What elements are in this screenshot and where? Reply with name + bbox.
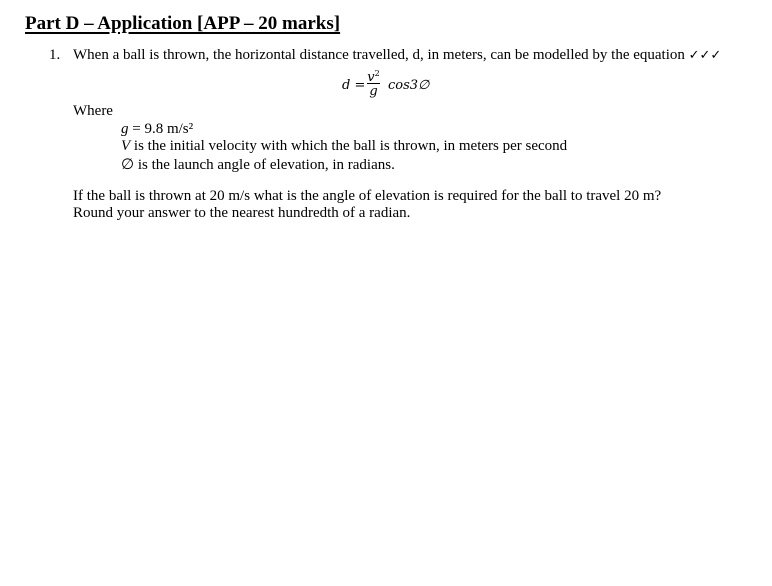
- question-intro: [73, 47, 721, 64]
- numerator-exponent: 2: [374, 69, 380, 78]
- definition-g: [121, 121, 193, 138]
- definition-text: = 9.8 m/s²: [128, 121, 194, 137]
- equation-rhs: cos3∅: [388, 78, 430, 93]
- numerator-base: v: [367, 70, 375, 85]
- equation-lhs: d =: [342, 78, 366, 93]
- definition-text: is the initial velocity with which the ball is thrown, in meters per second: [133, 138, 568, 154]
- marks-ticks: ✓✓✓: [688, 47, 722, 62]
- definition-angle: [121, 155, 395, 174]
- section-heading: Part D – Application [APP – 20 marks]: [25, 13, 341, 34]
- definition-text: is the launch angle of elevation, in radians.: [134, 157, 395, 173]
- definition-symbol: ∅: [121, 157, 135, 173]
- definition-symbol: g: [121, 121, 129, 137]
- prompt-line-1: If the ball is thrown at 20 m/s what is the angle of elevation is required for the ball to travel 20 m?: [73, 188, 662, 204]
- equation-denominator: g: [369, 84, 378, 99]
- where-label: Where: [73, 103, 113, 119]
- prompt-line-2: Round your answer to the nearest hundredth of a radian.: [73, 205, 411, 221]
- question-intro-text: When a ball is thrown, the horizontal distance travelled, d, in meters, can be modelled by the equation: [73, 47, 685, 63]
- question-number: 1.: [49, 47, 61, 63]
- question-prompt: [73, 188, 661, 222]
- definition-v: [121, 138, 567, 155]
- equation-fraction: [366, 66, 381, 100]
- definition-symbol: V: [121, 138, 131, 154]
- equation-numerator: [366, 66, 381, 85]
- distance-equation: [342, 66, 442, 106]
